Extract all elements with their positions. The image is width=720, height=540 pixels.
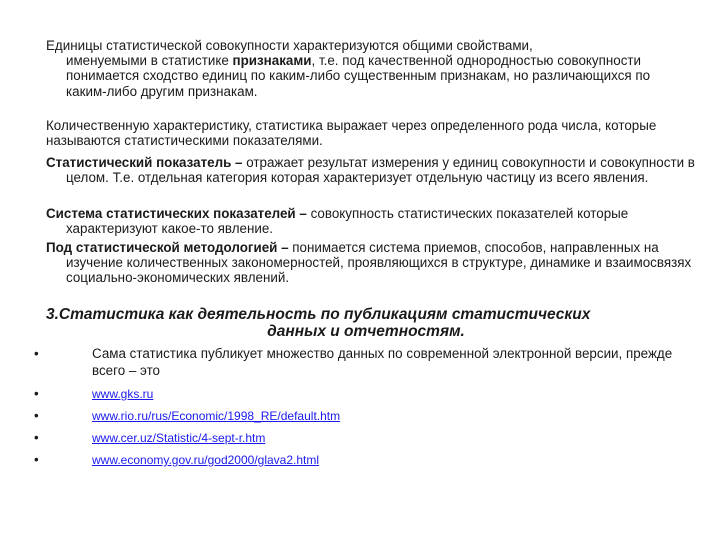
- list-item: [34, 407, 684, 425]
- bullet-intro-text: Сама статистика публикует множество данных по современной электронной версии, прежде всего – это: [92, 346, 673, 378]
- list-item: [34, 429, 684, 447]
- paragraph-units-text: именуемыми в статистике: [66, 53, 233, 69]
- paragraph-methodology: [46, 240, 706, 286]
- term-indicator-system: Система статистических показателей –: [46, 206, 307, 221]
- paragraph-indicator-system: [46, 206, 706, 236]
- paragraph-stat-indicator: [46, 155, 706, 185]
- bullet-icon: •: [34, 386, 39, 401]
- section-heading: [46, 306, 686, 340]
- paragraph-quantitative: Количественную характеристику, статистика выражает через определенного рода числа, которые называются статистическими показателями.: [46, 118, 657, 149]
- paragraph-units-line1: Единицы статистической совокупности характеризуются общими свойствами,: [46, 38, 533, 53]
- list-item: [34, 345, 684, 379]
- paragraph-units-continuation: [46, 53, 686, 99]
- list-item: [34, 451, 684, 469]
- link-cer[interactable]: www.cer.uz/Statistic/4-sept-r.htm: [92, 431, 266, 445]
- term-priznaki: признаками: [232, 53, 312, 69]
- bullet-list: [34, 345, 684, 469]
- bullet-icon: •: [34, 346, 39, 361]
- term-methodology: Под статистической методологией –: [46, 240, 289, 255]
- bullet-icon: •: [34, 430, 39, 445]
- link-economy[interactable]: www.economy.gov.ru/god2000/glava2.html: [92, 453, 320, 467]
- paragraph-units: [46, 38, 686, 99]
- link-rio[interactable]: www.rio.ru/rus/Economic/1998_RE/default.htm: [92, 409, 341, 423]
- link-gks[interactable]: www.gks.ru: [92, 387, 154, 401]
- definition-stat-indicator: отражает результат измерения у единиц совокупности и совокупности в целом. Т.е. отдельная категория которая характеризует отдельную частицу из всего явления.: [66, 155, 695, 186]
- term-stat-indicator: Статистический показатель –: [46, 155, 243, 170]
- definition-indicator-system: совокупность статистических показателей которые характеризуют какое-то явление.: [66, 206, 629, 237]
- bullet-icon: •: [34, 452, 39, 467]
- paragraph-units-text-2: , т.е. под качественной однородностью совокупности понимается сходство единиц по каким-либо существенным признакам, но различающихся по каким-либо другим признакам.: [66, 53, 651, 99]
- definition-methodology: понимается система приемов, способов, направленных на изучение количественных закономерностей, проявляющихся в структуре, динамике и взаимосвязях социально-экономических явлений.: [66, 240, 692, 286]
- list-item: [34, 385, 684, 403]
- section-heading-line1: 3.Статистика как деятельность по публикациям статистических: [46, 306, 591, 323]
- section-heading-line2: данных и отчетностям.: [267, 323, 465, 340]
- bullet-icon: •: [34, 408, 39, 423]
